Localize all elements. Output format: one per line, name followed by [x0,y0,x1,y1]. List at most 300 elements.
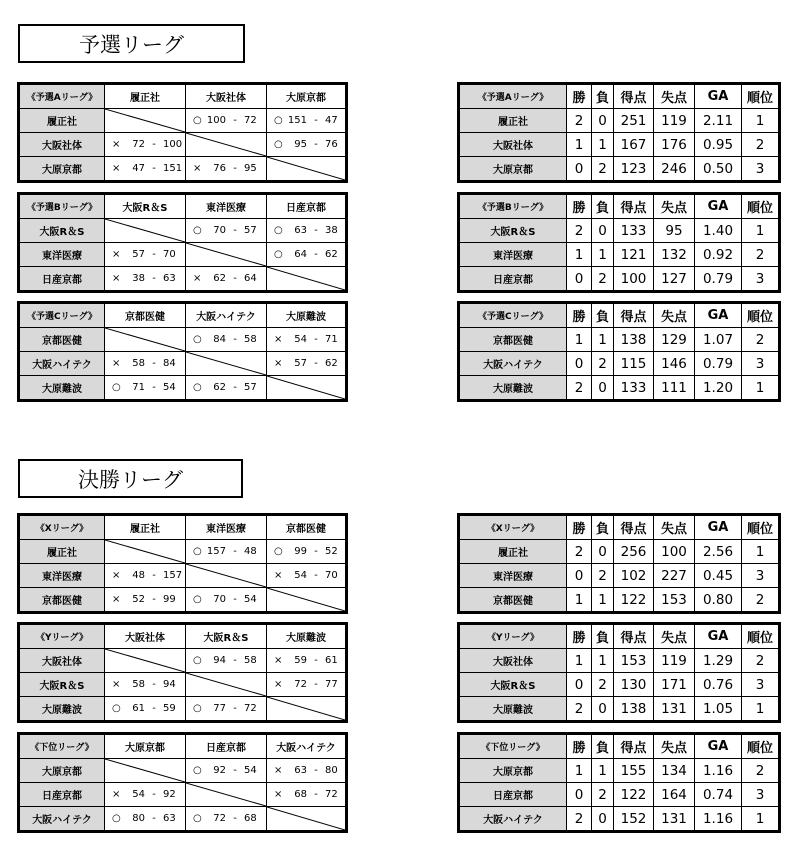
column-team-name: 日産京都 [267,195,345,218]
points-scored: 123 [614,157,653,180]
wins: 0 [567,564,591,587]
points-for: 95 [294,139,307,150]
score-separator: - [314,358,318,369]
self-match-cell [105,759,185,782]
diagonal-line [267,588,345,611]
points-against: 100 [163,139,183,150]
points-for: 54 [294,334,307,345]
standings-table [457,82,781,183]
losses-header: 負 [592,85,613,108]
losses-header: 負 [592,735,613,758]
score-separator: - [233,594,237,605]
rank: 1 [742,807,778,830]
self-match-cell [267,376,345,399]
result-mark: × [112,789,121,800]
points-for: 63 [294,225,307,236]
self-match-cell [186,133,266,156]
diagonal-line [186,133,266,156]
goal-average: 2.56 [695,540,741,563]
self-match-cell [105,328,185,351]
result-mark: ○ [112,813,121,824]
points-for: 77 [213,703,226,714]
row-team-name: 日産京都 [20,267,104,290]
self-match-cell [267,807,345,830]
diagonal-line [105,540,185,563]
score-separator: - [152,679,156,690]
points-against: 72 [325,789,338,800]
points-for-header: 得点 [614,195,653,218]
match-result [105,697,185,720]
column-team-name: 東洋医療 [186,516,266,539]
losses: 0 [592,697,613,720]
losses: 2 [592,783,613,806]
points-for: 94 [213,655,226,666]
points-allowed: 146 [654,352,694,375]
wins: 0 [567,673,591,696]
points-for: 64 [294,249,307,260]
goal-average: 1.16 [695,807,741,830]
score-separator: - [314,225,318,236]
row-team-name: 大阪社体 [20,649,104,672]
points-against-header: 失点 [654,195,694,218]
points-against: 95 [244,163,257,174]
points-for: 52 [132,594,145,605]
standing-team-name: 大阪ハイテク [460,352,566,375]
diagonal-line [267,267,345,290]
rank-header: 順位 [742,735,778,758]
score-separator: - [152,813,156,824]
score-separator: - [233,765,237,776]
standing-team-name: 大原京都 [460,759,566,782]
rank: 3 [742,267,778,290]
score-separator: - [233,382,237,393]
score-separator: - [152,570,156,581]
goal-average: 0.79 [695,352,741,375]
league-label: 《Yリーグ》 [460,625,566,648]
rank: 2 [742,328,778,351]
points-against: 58 [244,655,257,666]
score-separator: - [152,594,156,605]
points-for: 48 [132,570,145,581]
result-mark: ○ [274,115,283,126]
wins: 1 [567,649,591,672]
row-team-name: 大阪ハイテク [20,807,104,830]
league-label: 《下位リーグ》 [460,735,566,758]
points-allowed: 134 [654,759,694,782]
points-scored: 121 [614,243,653,266]
match-result [105,157,185,180]
column-team-name: 大原難波 [267,304,345,327]
self-match-cell [186,673,266,696]
points-scored: 155 [614,759,653,782]
points-for: 84 [213,334,226,345]
match-result [186,697,266,720]
self-match-cell [186,352,266,375]
points-for: 92 [213,765,226,776]
goal-average: 0.74 [695,783,741,806]
score-separator: - [233,703,237,714]
ga-header: GA [695,195,741,218]
row-team-name: 履正社 [20,109,104,132]
score-separator: - [233,546,237,557]
row-team-name: 大原難波 [20,376,104,399]
column-team-name: 大阪社体 [105,625,185,648]
points-against: 54 [163,382,176,393]
goal-average: 0.92 [695,243,741,266]
points-against-header: 失点 [654,625,694,648]
points-allowed: 127 [654,267,694,290]
wins: 1 [567,588,591,611]
self-match-cell [267,588,345,611]
points-scored: 115 [614,352,653,375]
points-allowed: 132 [654,243,694,266]
column-team-name: 大原京都 [105,735,185,758]
points-allowed: 95 [654,219,694,242]
losses-header: 負 [592,625,613,648]
points-for: 47 [132,163,145,174]
points-for: 70 [213,594,226,605]
section-title: 決勝リーグ [18,459,243,498]
points-for: 72 [132,139,145,150]
match-results-table [17,301,348,402]
standing-team-name: 大原難波 [460,697,566,720]
score-separator: - [152,139,156,150]
points-allowed: 100 [654,540,694,563]
losses-header: 負 [592,304,613,327]
points-against: 54 [244,594,257,605]
row-team-name: 大阪社体 [20,133,104,156]
column-team-name: 京都医健 [267,516,345,539]
points-allowed: 176 [654,133,694,156]
row-team-name: 大阪R＆S [20,673,104,696]
wins: 1 [567,759,591,782]
points-against: 84 [163,358,176,369]
row-team-name: 日産京都 [20,783,104,806]
wins: 0 [567,157,591,180]
standings-table [457,301,781,402]
column-team-name: 大阪R＆S [105,195,185,218]
points-against: 94 [163,679,176,690]
self-match-cell [186,783,266,806]
points-for: 72 [213,813,226,824]
losses: 0 [592,376,613,399]
losses-header: 負 [592,516,613,539]
match-result [267,219,345,242]
diagonal-line [267,376,345,399]
diagonal-line [105,219,185,242]
rank: 2 [742,588,778,611]
match-result [105,267,185,290]
losses: 0 [592,219,613,242]
points-against: 57 [244,382,257,393]
league-label: 《下位リーグ》 [20,735,104,758]
score-separator: - [314,765,318,776]
points-against: 52 [325,546,338,557]
standings-table [457,732,781,833]
rank: 1 [742,376,778,399]
points-for: 57 [294,358,307,369]
diagonal-line [186,673,266,696]
row-team-name: 履正社 [20,540,104,563]
points-for: 157 [206,546,226,557]
goal-average: 1.05 [695,697,741,720]
points-against: 70 [325,570,338,581]
ga-header: GA [695,304,741,327]
points-against: 72 [244,703,257,714]
score-separator: - [233,273,237,284]
result-mark: ○ [193,115,202,126]
row-team-name: 東洋医療 [20,243,104,266]
match-result [267,133,345,156]
match-result [186,376,266,399]
match-results-table [17,622,348,723]
match-result [267,673,345,696]
goal-average: 1.07 [695,328,741,351]
result-mark: × [112,163,121,174]
wins: 2 [567,697,591,720]
column-team-name: 大原難波 [267,625,345,648]
points-for: 62 [213,382,226,393]
standings-table [457,513,781,614]
standing-team-name: 履正社 [460,540,566,563]
wins: 0 [567,267,591,290]
points-for: 151 [287,115,307,126]
result-mark: ○ [193,655,202,666]
result-mark: × [274,765,283,776]
points-for: 100 [206,115,226,126]
rank: 2 [742,649,778,672]
wins: 1 [567,328,591,351]
match-result [267,783,345,806]
score-separator: - [314,115,318,126]
row-team-name: 大阪ハイテク [20,352,104,375]
row-team-name: 大原京都 [20,157,104,180]
points-scored: 102 [614,564,653,587]
match-result [105,807,185,830]
result-mark: ○ [193,703,202,714]
rank: 1 [742,697,778,720]
points-for-header: 得点 [614,516,653,539]
wins: 1 [567,133,591,156]
points-against: 58 [244,334,257,345]
diagonal-line [105,649,185,672]
match-result [105,352,185,375]
losses: 0 [592,109,613,132]
standing-team-name: 大阪社体 [460,133,566,156]
match-result [105,133,185,156]
score-separator: - [314,139,318,150]
match-results-table [17,82,348,183]
points-allowed: 246 [654,157,694,180]
standing-team-name: 東洋医療 [460,564,566,587]
score-separator: - [314,249,318,260]
result-mark: ○ [193,546,202,557]
match-result [105,564,185,587]
points-against-header: 失点 [654,304,694,327]
result-mark: × [112,358,121,369]
points-against: 63 [163,813,176,824]
wins: 2 [567,807,591,830]
match-result [267,328,345,351]
column-team-name: 東洋医療 [186,195,266,218]
league-label: 《予選Bリーグ》 [20,195,104,218]
column-team-name: 大原京都 [267,85,345,108]
points-against: 68 [244,813,257,824]
goal-average: 0.76 [695,673,741,696]
points-against: 62 [325,358,338,369]
score-separator: - [152,249,156,260]
self-match-cell [105,540,185,563]
result-mark: × [112,273,121,284]
rank: 1 [742,219,778,242]
points-for: 59 [294,655,307,666]
points-against: 151 [163,163,183,174]
result-mark: × [274,334,283,345]
losses: 2 [592,564,613,587]
self-match-cell [105,649,185,672]
points-allowed: 164 [654,783,694,806]
points-against-header: 失点 [654,735,694,758]
standing-team-name: 大阪ハイテク [460,807,566,830]
standing-team-name: 東洋医療 [460,243,566,266]
wins: 2 [567,219,591,242]
score-separator: - [233,655,237,666]
column-team-name: 日産京都 [186,735,266,758]
diagonal-line [267,807,345,830]
match-result [267,564,345,587]
points-against-header: 失点 [654,85,694,108]
points-for: 72 [294,679,307,690]
score-separator: - [233,813,237,824]
ga-header: GA [695,516,741,539]
wins: 2 [567,540,591,563]
standing-team-name: 大阪社体 [460,649,566,672]
points-against: 63 [163,273,176,284]
points-against: 77 [325,679,338,690]
match-results-table [17,513,348,614]
result-mark: × [112,570,121,581]
rank: 3 [742,157,778,180]
points-against: 38 [325,225,338,236]
match-results-table [17,192,348,293]
losses: 2 [592,267,613,290]
rank: 2 [742,243,778,266]
wins-header: 勝 [567,735,591,758]
result-mark: ○ [193,594,202,605]
points-scored: 256 [614,540,653,563]
points-scored: 167 [614,133,653,156]
rank: 1 [742,540,778,563]
result-mark: × [274,789,283,800]
points-for-header: 得点 [614,85,653,108]
wins: 0 [567,352,591,375]
result-mark: × [274,358,283,369]
result-mark: ○ [193,813,202,824]
match-result [105,673,185,696]
points-scored: 122 [614,588,653,611]
points-allowed: 131 [654,807,694,830]
points-scored: 133 [614,219,653,242]
match-result [267,540,345,563]
league-label: 《予選Aリーグ》 [460,85,566,108]
points-for: 62 [213,273,226,284]
points-for: 57 [132,249,145,260]
league-label: 《Yリーグ》 [20,625,104,648]
points-allowed: 131 [654,697,694,720]
league-label: 《Xリーグ》 [20,516,104,539]
standing-team-name: 履正社 [460,109,566,132]
points-for: 54 [132,789,145,800]
result-mark: × [274,655,283,666]
points-against: 71 [325,334,338,345]
goal-average: 1.16 [695,759,741,782]
score-separator: - [233,225,237,236]
diagonal-line [267,157,345,180]
points-against: 99 [163,594,176,605]
match-result [186,588,266,611]
wins-header: 勝 [567,625,591,648]
standing-team-name: 日産京都 [460,267,566,290]
result-mark: ○ [193,225,202,236]
points-for-header: 得点 [614,625,653,648]
league-label: 《予選Cリーグ》 [460,304,566,327]
score-separator: - [314,789,318,800]
diagonal-line [186,564,266,587]
points-against: 76 [325,139,338,150]
score-separator: - [314,334,318,345]
result-mark: × [112,594,121,605]
result-mark: × [112,679,121,690]
self-match-cell [267,267,345,290]
result-mark: × [112,249,121,260]
standing-team-name: 大阪R＆S [460,219,566,242]
points-allowed: 119 [654,649,694,672]
points-against: 61 [325,655,338,666]
wins-header: 勝 [567,304,591,327]
result-mark: ○ [193,382,202,393]
match-result [186,328,266,351]
league-label: 《Xリーグ》 [460,516,566,539]
result-mark: × [274,679,283,690]
match-result [186,649,266,672]
column-team-name: 大阪社体 [186,85,266,108]
column-team-name: 大阪R＆S [186,625,266,648]
rank: 1 [742,109,778,132]
points-allowed: 119 [654,109,694,132]
row-team-name: 大原京都 [20,759,104,782]
match-result [105,243,185,266]
diagonal-line [105,328,185,351]
score-separator: - [314,546,318,557]
match-result [186,157,266,180]
self-match-cell [105,109,185,132]
points-scored: 138 [614,697,653,720]
column-team-name: 京都医健 [105,304,185,327]
goal-average: 0.95 [695,133,741,156]
match-result [105,588,185,611]
column-team-name: 履正社 [105,85,185,108]
points-scored: 251 [614,109,653,132]
match-result [267,649,345,672]
standing-team-name: 大原京都 [460,157,566,180]
points-for: 99 [294,546,307,557]
points-for: 61 [132,703,145,714]
points-scored: 152 [614,807,653,830]
points-for: 76 [213,163,226,174]
wins: 2 [567,109,591,132]
points-against: 62 [325,249,338,260]
result-mark: ○ [112,382,121,393]
